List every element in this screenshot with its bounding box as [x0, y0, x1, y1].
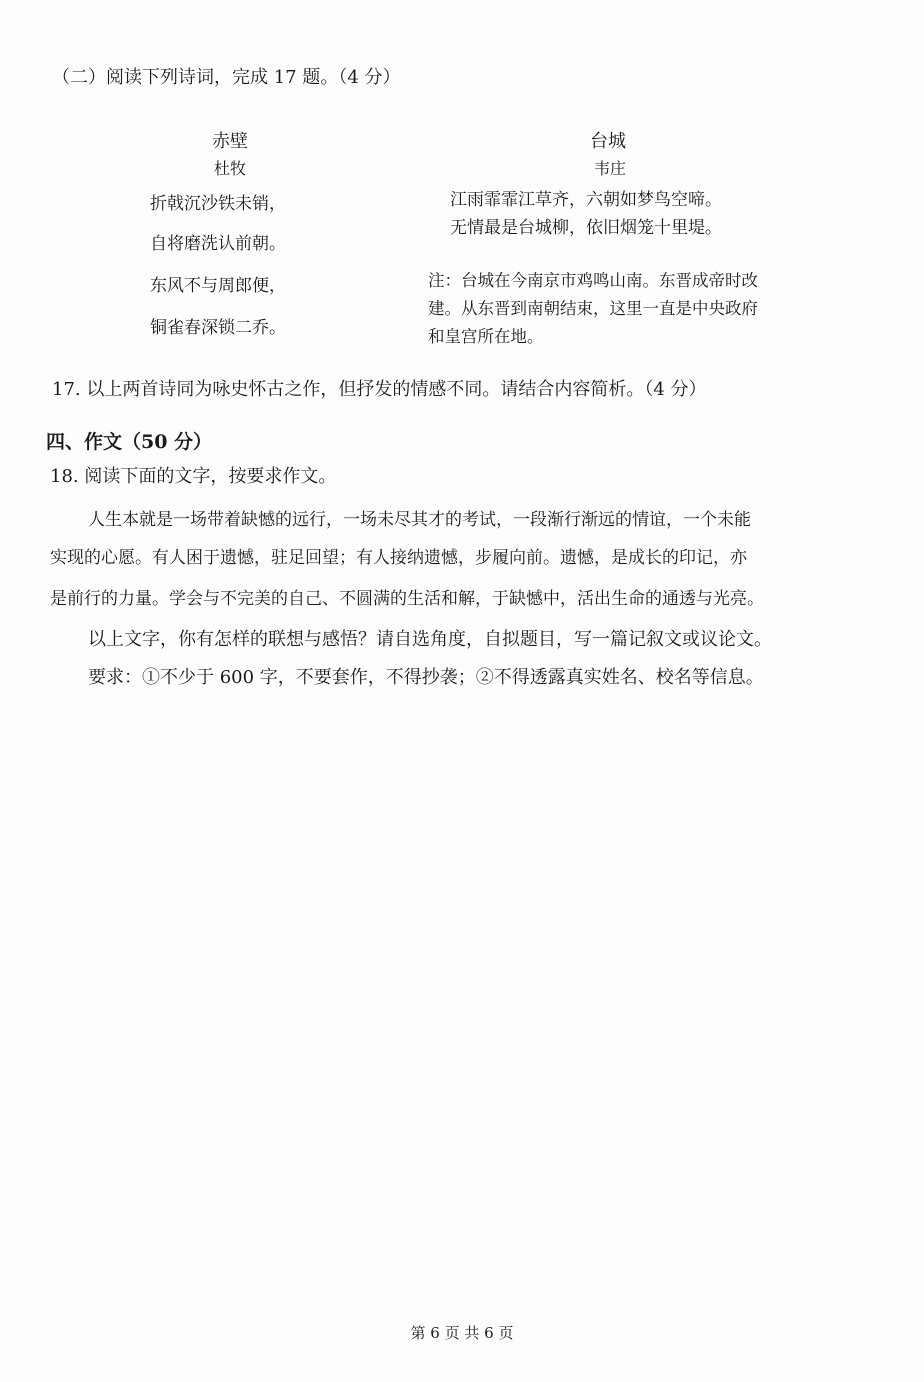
poem-line: 折戟沉沙铁未销，: [150, 194, 286, 214]
poem-note-line: 和皇宫所在地。: [428, 327, 544, 346]
poem-note-line: 建。从东晋到南朝结束，这里一直是中央政府: [428, 299, 758, 318]
essay-prompt-line: 是前行的力量。学会与不完美的自己、不圆满的生活和解，于缺憾中，活出生命的通透与光亮。: [50, 589, 764, 609]
poem-line: 自将磨洗认前朝。: [150, 234, 286, 254]
poem-line: 东风不与周郎便，: [150, 276, 286, 296]
essay-requirements: 要求：①不少于 600 字，不要套作，不得抄袭；②不得透露真实姓名、校名等信息。: [88, 667, 764, 688]
essay-instruction: 以上文字，你有怎样的联想与感悟？请自选角度，自拟题目，写一篇记叙文或议论文。: [88, 629, 772, 650]
essay-prompt-line: 人生本就是一场带着缺憾的远行，一场未尽其才的考试，一段渐行渐远的情谊，一个未能: [88, 510, 751, 530]
page-number: 第 6 页 共 6 页: [410, 1324, 514, 1342]
question-18: 18. 阅读下面的文字，按要求作文。: [50, 466, 337, 487]
poem-note-line: 注：台城在今南京市鸡鸣山南。东晋成帝时改: [428, 271, 758, 290]
poem-title: 台城: [590, 131, 626, 152]
poem-title: 赤壁: [212, 131, 248, 152]
essay-prompt-line: 实现的心愿。有人困于遗憾，驻足回望；有人接纳遗憾，步履向前。遗憾，是成长的印记，亦: [50, 548, 747, 568]
poem-author: 杜牧: [214, 159, 247, 178]
section-4-heading: 四、作文（50 分）: [46, 431, 213, 453]
question-17: 17. 以上两首诗同为咏史怀古之作，但抒发的情感不同。请结合内容简析。（4 分）: [52, 379, 707, 400]
poem-author: 韦庄: [594, 159, 627, 178]
poem-line: 无情最是台城柳，依旧烟笼十里堤。: [450, 218, 722, 238]
section-2-heading: （二）阅读下列诗词，完成 17 题。（4 分）: [52, 67, 401, 88]
poem-line: 铜雀春深锁二乔。: [150, 318, 286, 338]
poem-line: 江雨霏霏江草齐，六朝如梦鸟空啼。: [450, 190, 722, 210]
